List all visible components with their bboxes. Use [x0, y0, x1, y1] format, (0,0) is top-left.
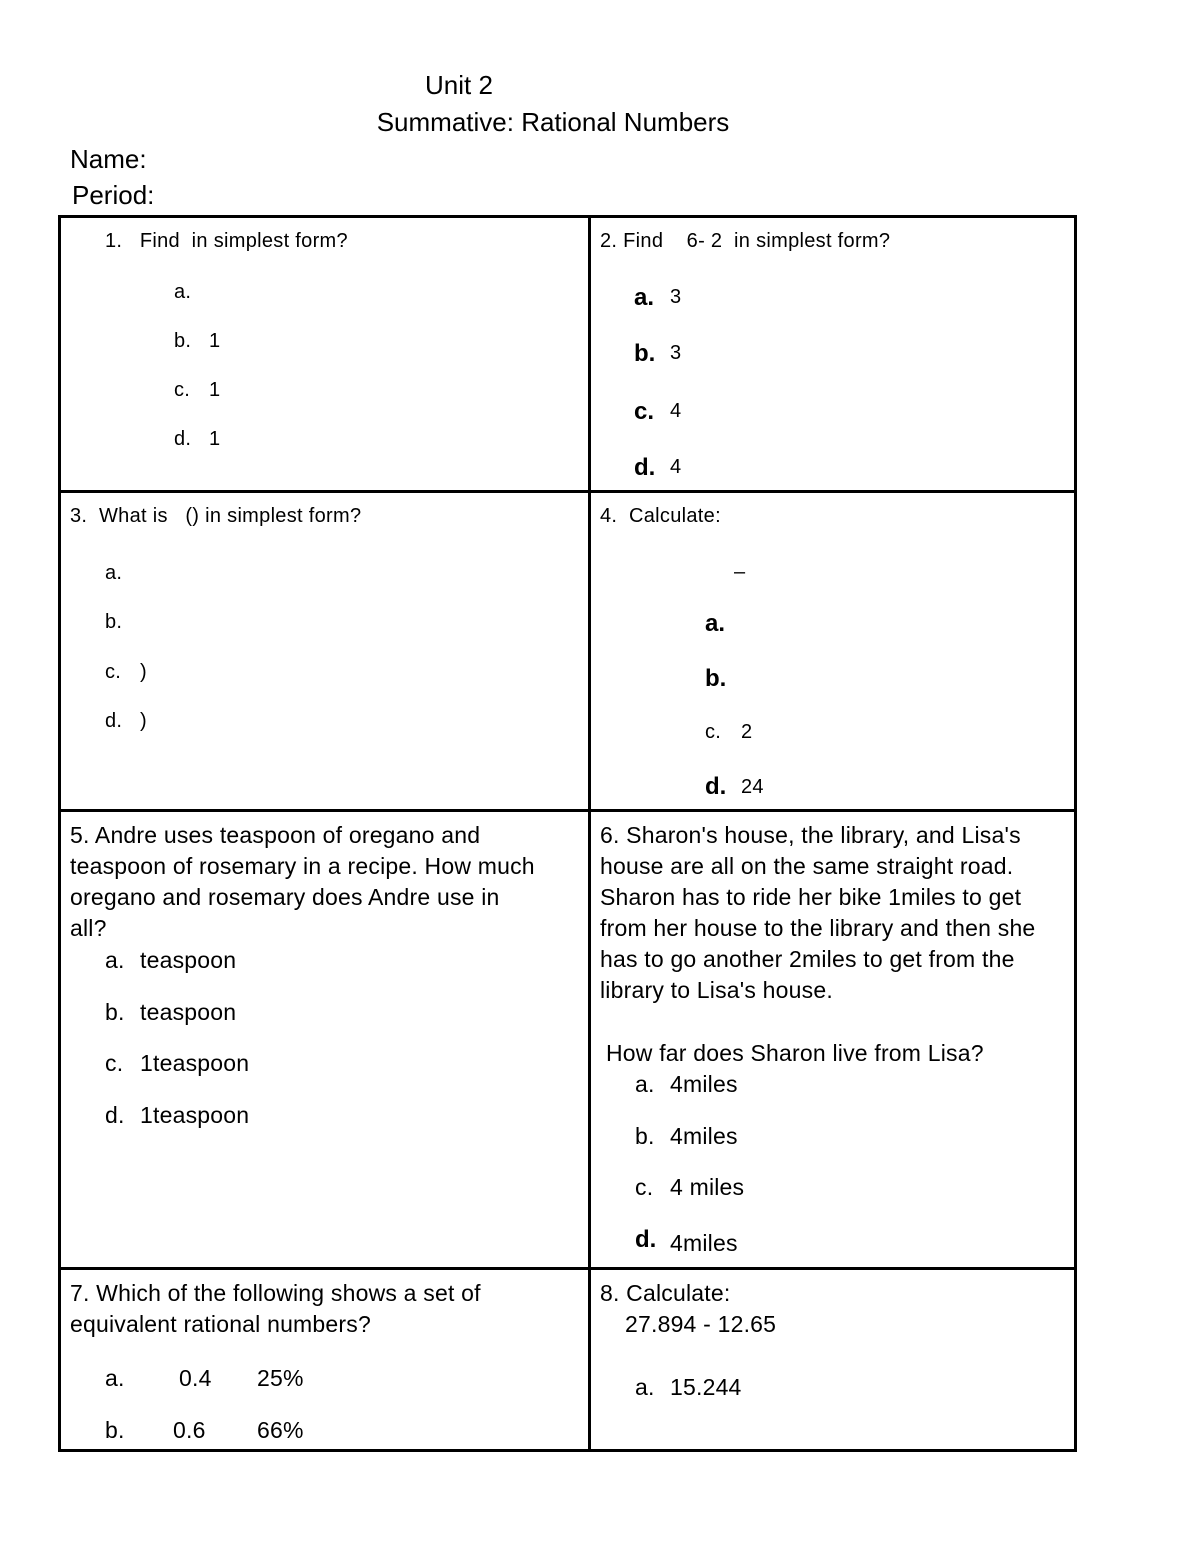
- q1-option-b-value: 1: [209, 330, 221, 352]
- question-8-cell: [588, 1267, 1077, 1452]
- question-5-prompt: 5. Andre uses teaspoon of oregano and teaspoon of rosemary in a recipe. How much oregano and rosemary does Andre use in all?: [70, 822, 535, 941]
- question-7-prompt: 7. Which of the following shows a set of equivalent rational numbers?: [70, 1280, 481, 1337]
- q4-option-b-letter: b.: [705, 665, 727, 692]
- q1-option-c-letter: c.: [174, 379, 191, 401]
- q4-option-c-letter: c.: [705, 721, 722, 743]
- question-6-prompt: 6. Sharon's house, the library, and Lisa's house are all on the same straight road. Sharon has to ride her bike 1miles to get from her house to the library and then she has to go another 2miles to get from the library to Lisa's house.: [600, 822, 1036, 1003]
- question-4-prompt: 4. Calculate:: [600, 505, 721, 527]
- name-label: Name:: [70, 144, 147, 174]
- q2-option-d-value: 4: [670, 456, 682, 478]
- q6-option-a-letter: a.: [635, 1071, 655, 1097]
- question-8-expression: 27.894 - 12.65: [625, 1311, 777, 1337]
- q7-option-a-letter: a.: [105, 1365, 125, 1391]
- q1-option-a-letter: a.: [174, 281, 192, 303]
- question-7-cell: [58, 1267, 591, 1452]
- q6-option-d-letter: d.: [635, 1226, 657, 1253]
- question-6-question: How far does Sharon live from Lisa?: [606, 1040, 984, 1066]
- q2-option-b-value: 3: [670, 342, 682, 364]
- q7-option-b-value-1: 0.6: [173, 1417, 206, 1443]
- q3-option-c-letter: c.: [105, 661, 122, 683]
- question-8-prompt: 8. Calculate:: [600, 1280, 731, 1306]
- question-grid: [58, 215, 1077, 1452]
- question-1-prompt: 1. Find in simplest form?: [105, 230, 348, 252]
- q7-option-b-value-2: 66%: [257, 1417, 304, 1443]
- q3-option-a-letter: a.: [105, 562, 123, 584]
- q4-option-d-value: 24: [741, 776, 764, 798]
- q6-option-d-value: 4miles: [670, 1230, 738, 1256]
- q1-option-d-value: 1: [209, 428, 221, 450]
- q5-option-a-letter: a.: [105, 947, 125, 973]
- q6-option-c-value: 4 miles: [670, 1174, 745, 1200]
- question-2-prompt: 2. Find 6- 2 in simplest form?: [600, 230, 891, 252]
- question-4-cell: [588, 490, 1077, 812]
- q5-option-a-value: teaspoon: [140, 947, 237, 973]
- q5-option-c-value: 1teaspoon: [140, 1050, 250, 1076]
- q5-option-b-letter: b.: [105, 999, 125, 1025]
- q1-option-d-letter: d.: [174, 428, 192, 450]
- q6-option-b-letter: b.: [635, 1123, 655, 1149]
- q2-option-a-letter: a.: [634, 284, 655, 311]
- q4-minus-sign: –: [734, 561, 746, 583]
- q6-option-c-letter: c.: [635, 1174, 654, 1200]
- unit-title: Unit 2: [425, 70, 493, 100]
- question-2-cell: [588, 215, 1077, 493]
- q6-option-a-value: 4miles: [670, 1071, 738, 1097]
- q7-option-b-letter: b.: [105, 1417, 125, 1443]
- q4-option-c-value: 2: [741, 721, 753, 743]
- q4-option-d-letter: d.: [705, 773, 727, 800]
- q1-option-b-letter: b.: [174, 330, 192, 352]
- period-label: Period:: [72, 180, 155, 210]
- q2-option-c-letter: c.: [634, 398, 655, 425]
- q5-option-c-letter: c.: [105, 1050, 124, 1076]
- q4-option-a-letter: a.: [705, 610, 726, 637]
- page-title: Summative: Rational Numbers: [376, 107, 730, 137]
- q3-option-d-letter: d.: [105, 710, 123, 732]
- q3-option-d-value: ): [140, 710, 147, 732]
- q6-option-b-value: 4miles: [670, 1123, 738, 1149]
- q2-option-b-letter: b.: [634, 340, 656, 367]
- q7-option-a-value-2: 25%: [257, 1365, 304, 1391]
- question-1-cell: [58, 215, 591, 493]
- q5-option-d-letter: d.: [105, 1102, 125, 1128]
- q2-option-d-letter: d.: [634, 454, 656, 481]
- question-3-cell: [58, 490, 591, 812]
- q3-option-c-value: ): [140, 661, 147, 683]
- q7-option-a-value-1: 0.4: [179, 1365, 212, 1391]
- q8-option-a-letter: a.: [635, 1374, 655, 1400]
- q5-option-d-value: 1teaspoon: [140, 1102, 250, 1128]
- q1-option-c-value: 1: [209, 379, 221, 401]
- question-5-cell: [58, 809, 591, 1270]
- question-6-cell: [588, 809, 1077, 1270]
- q3-option-b-letter: b.: [105, 611, 123, 633]
- q2-option-c-value: 4: [670, 400, 682, 422]
- q5-option-b-value: teaspoon: [140, 999, 237, 1025]
- question-3-prompt: 3. What is () in simplest form?: [70, 505, 362, 527]
- q2-option-a-value: 3: [670, 286, 682, 308]
- q8-option-a-value: 15.244: [670, 1374, 742, 1400]
